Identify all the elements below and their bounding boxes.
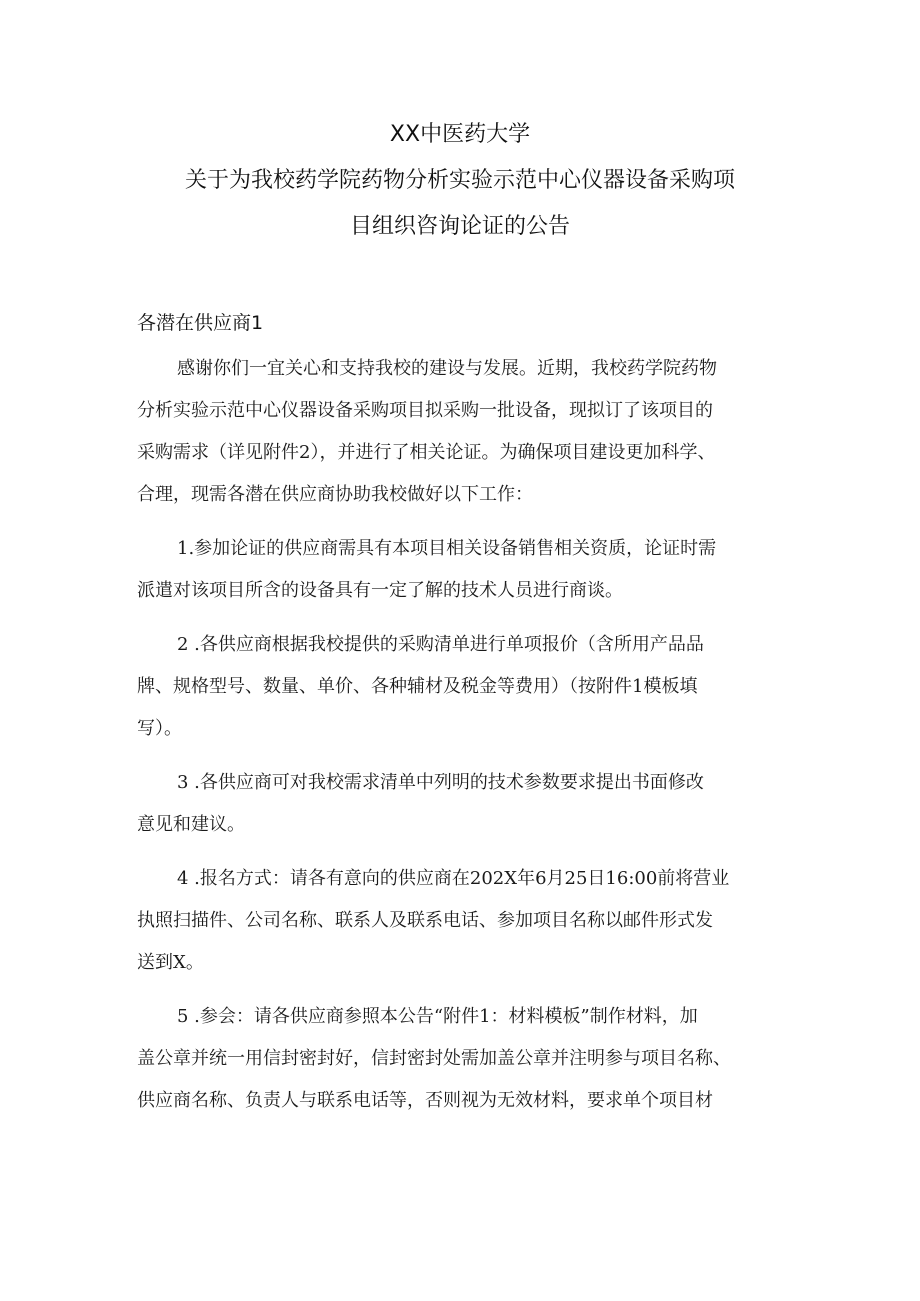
paragraph-line: 1.参加论证的供应商需具有本项目相关设备销售相关资质，论证时需 [177, 538, 717, 559]
paragraph-line: 执照扫描件、公司名称、联系人及联系电话、参加项目名称以邮件形式发 [137, 910, 713, 931]
paragraph-line: 牌、规格型号、数量、单价、各种辅材及税金等费用）（按附件1模板填 [137, 676, 698, 697]
paragraph-line: 供应商名称、负责人与联系电话等，否则视为无效材料，要求单个项目材 [137, 1090, 713, 1111]
paragraph-line: 派遣对该项目所含的设备具有一定了解的技术人员进行商谈。 [137, 580, 623, 601]
paragraph-line: 4 .报名方式：请各有意向的供应商在202X年6月25日16:00前将营业 [177, 868, 730, 889]
paragraph-item-4 [137, 858, 785, 984]
paragraph-item-5 [137, 996, 785, 1122]
paragraph-line: 合理，现需各潜在供应商协助我校做好以下工作： [137, 484, 533, 505]
paragraph-line: 盖公章并统一用信封密封好，信封密封处需加盖公章并注明参与项目名称、 [137, 1048, 731, 1069]
document-body [137, 348, 785, 1134]
paragraph-line: 感谢你们一宜关心和支持我校的建设与发展。近期，我校药学院药物 [177, 358, 717, 379]
paragraph-line: 3 .各供应商可对我校需求清单中列明的技术参数要求提出书面修改 [177, 772, 704, 793]
paragraph-item-2 [137, 624, 785, 750]
title-university: XX中医药大学 [389, 122, 531, 147]
title-subject-line-2: 目组织咨询论证的公告 [349, 214, 570, 239]
paragraph-line: 采购需求（详见附件2），并进行了相关论证。为确保项目建设更加科学、 [137, 442, 716, 463]
paragraph-item-3 [137, 762, 785, 846]
document-title [0, 112, 920, 250]
title-subject-line-1: 关于为我校药学院药物分析实验示范中心仪器设备采购项 [184, 168, 735, 193]
paragraph-line: 分析实验示范中心仪器设备采购项目拟采购一批设备，现拟订了该项目的 [137, 400, 713, 421]
paragraph-line: 送到X。 [137, 952, 204, 973]
paragraph-line: 意见和建议。 [137, 814, 245, 835]
paragraph-line: 写）。 [137, 718, 182, 739]
salutation: 各潜在供应商1 [137, 312, 264, 334]
paragraph-line: 5 .参会：请各供应商参照本公告“附件1：材料模板”制作材料，加 [177, 1006, 698, 1027]
paragraph-intro [137, 348, 785, 516]
paragraph-line: 2 .各供应商根据我校提供的采购清单进行单项报价（含所用产品品 [177, 634, 704, 655]
paragraph-item-1 [137, 528, 785, 612]
